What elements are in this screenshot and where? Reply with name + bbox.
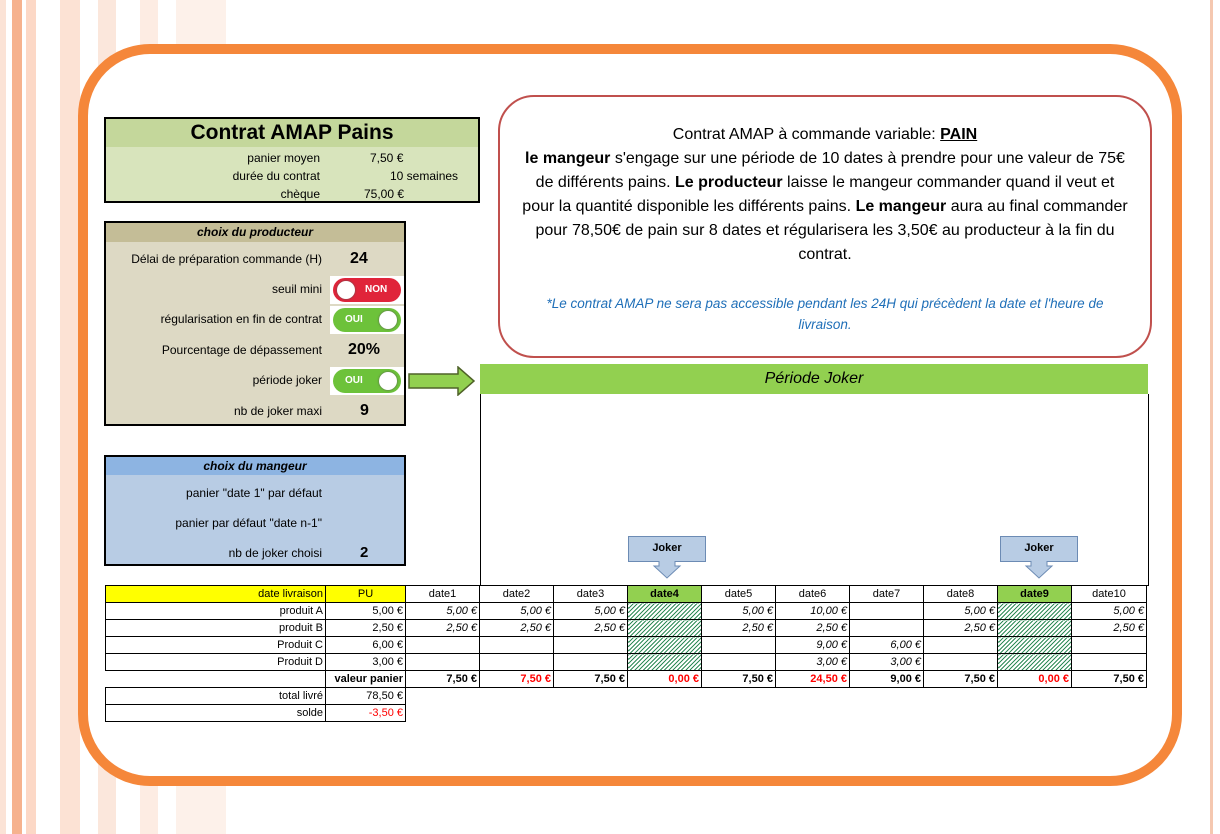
- quantity-cell[interactable]: 5,00 €: [480, 603, 554, 620]
- date-header[interactable]: date8: [924, 586, 998, 603]
- decor-stripe: [0, 0, 6, 834]
- total-livre-row: [106, 688, 1147, 705]
- joker-label: période joker: [252, 373, 322, 387]
- quantity-cell[interactable]: [628, 654, 702, 671]
- joker-row: [106, 367, 404, 393]
- description-text-b: laisse le mangeur commander quand il veut et pour la quantité disponible les différents pains.: [522, 174, 1115, 215]
- empty-cell: [1072, 705, 1147, 722]
- date-header[interactable]: date1: [406, 586, 480, 603]
- total-livre-value: 78,50 €: [326, 688, 406, 705]
- eater-header: choix du mangeur: [106, 457, 404, 475]
- quantity-cell[interactable]: 2,50 €: [776, 620, 850, 637]
- nbjoker-row: [106, 398, 404, 424]
- date-header[interactable]: date3: [554, 586, 628, 603]
- joker-toggle[interactable]: [330, 367, 404, 395]
- joker-period-banner: Période Joker: [480, 364, 1148, 394]
- eater-row-label: nb de joker choisi: [228, 546, 322, 560]
- nbjoker-label: nb de joker maxi: [233, 404, 322, 418]
- toggle-label: OUI: [345, 314, 363, 325]
- joker-callout-label: Joker: [652, 542, 682, 554]
- eater-row: [106, 541, 404, 565]
- eater-choices-panel: [104, 455, 406, 566]
- date-header[interactable]: date4: [628, 586, 702, 603]
- quantity-cell[interactable]: [998, 603, 1072, 620]
- empty-cell: [776, 705, 850, 722]
- quantity-cell[interactable]: 2,50 €: [406, 620, 480, 637]
- decor-stripe: [60, 0, 80, 834]
- quantity-cell[interactable]: [850, 620, 924, 637]
- contract-row: [106, 185, 478, 203]
- description-note: *Le contrat AMAP ne sera pas accessible pendant les 24H qui précèdent la date et l'heure de livraison.: [546, 296, 1104, 332]
- empty-cell: [554, 688, 628, 705]
- toggle-label: OUI: [345, 375, 363, 386]
- product-name: Produit D: [106, 654, 326, 671]
- quantity-cell[interactable]: 2,50 €: [554, 620, 628, 637]
- quantity-cell[interactable]: 5,00 €: [924, 603, 998, 620]
- quantity-cell[interactable]: 5,00 €: [1072, 603, 1147, 620]
- eater-joker-count[interactable]: 2: [360, 544, 369, 561]
- contract-row-value: 75,00 €: [364, 187, 405, 201]
- product-name: produit B: [106, 620, 326, 637]
- description-mangeur2: Le mangeur: [855, 198, 947, 215]
- nbjoker-value[interactable]: 9: [360, 402, 369, 419]
- pct-label: Pourcentage de dépassement: [161, 343, 322, 357]
- joker-callout-label: Joker: [1024, 542, 1054, 554]
- solde-label: solde: [106, 705, 326, 722]
- right-arrow-icon: [408, 366, 476, 396]
- quantity-cell[interactable]: [924, 654, 998, 671]
- quantity-cell[interactable]: [480, 654, 554, 671]
- empty-cell: [106, 671, 326, 688]
- date-header[interactable]: date10: [1072, 586, 1147, 603]
- quantity-cell[interactable]: 9,00 €: [776, 637, 850, 654]
- toggle-label: NON: [365, 284, 388, 295]
- quantity-cell[interactable]: [850, 603, 924, 620]
- total-livre-label: total livré: [106, 688, 326, 705]
- delivery-table: [105, 585, 1147, 722]
- pct-value[interactable]: 20%: [348, 341, 381, 358]
- product-name: produit A: [106, 603, 326, 620]
- empty-cell: [998, 705, 1072, 722]
- contract-row-value: 7,50 €: [370, 151, 404, 165]
- description-text-c: aura au final commander pour 78,50€ de pain sur 8 dates et régularisera les 3,50€ au producteur à la fin du contrat.: [535, 198, 1128, 263]
- basket-total: 7,50 €: [924, 671, 998, 688]
- contract-row-label: chèque: [280, 187, 320, 201]
- description-mangeur: le mangeur: [525, 150, 611, 167]
- solde-value: -3,50 €: [326, 705, 406, 722]
- eater-row-label: panier "date 1" par défaut: [186, 486, 322, 500]
- basket-total: 24,50 €: [776, 671, 850, 688]
- empty-cell: [850, 705, 924, 722]
- basket-total: 7,50 €: [702, 671, 776, 688]
- seuil-toggle[interactable]: [330, 276, 404, 304]
- quantity-cell[interactable]: [628, 603, 702, 620]
- contract-row-label: durée du contrat: [232, 169, 320, 183]
- delay-row: [106, 246, 404, 272]
- quantity-cell[interactable]: 5,00 €: [554, 603, 628, 620]
- producer-choices-panel: [104, 221, 406, 426]
- date-header[interactable]: date5: [702, 586, 776, 603]
- basket-total: 7,50 €: [406, 671, 480, 688]
- quantity-cell[interactable]: [406, 654, 480, 671]
- quantity-cell[interactable]: [998, 654, 1072, 671]
- contract-summary: [104, 117, 480, 203]
- empty-cell: [702, 705, 776, 722]
- toggle-track: [333, 308, 401, 332]
- regul-toggle[interactable]: [330, 306, 404, 334]
- quantity-cell[interactable]: [1072, 654, 1147, 671]
- delay-label: Délai de préparation commande (H): [131, 252, 322, 266]
- empty-cell: [480, 688, 554, 705]
- date-livraison-header: date livraison: [106, 586, 326, 603]
- quantity-cell[interactable]: [702, 637, 776, 654]
- quantity-cell[interactable]: [998, 620, 1072, 637]
- product-price: 5,00 €: [326, 603, 406, 620]
- empty-cell: [628, 705, 702, 722]
- table-row: [106, 603, 1147, 620]
- basket-total: 7,50 €: [1072, 671, 1147, 688]
- table-row: [106, 637, 1147, 654]
- quantity-cell[interactable]: 6,00 €: [850, 637, 924, 654]
- quantity-cell[interactable]: 2,50 €: [924, 620, 998, 637]
- date-header[interactable]: date2: [480, 586, 554, 603]
- table-header-row: [106, 586, 1147, 603]
- regul-label: régularisation en fin de contrat: [160, 312, 322, 326]
- empty-cell: [776, 688, 850, 705]
- basket-total: 9,00 €: [850, 671, 924, 688]
- contract-title: Contrat AMAP Pains: [106, 119, 478, 147]
- empty-cell: [406, 705, 480, 722]
- date-header[interactable]: date9: [998, 586, 1072, 603]
- description-producteur: Le producteur: [675, 174, 783, 191]
- product-price: 3,00 €: [326, 654, 406, 671]
- quantity-cell[interactable]: 2,50 €: [1072, 620, 1147, 637]
- table-row: [106, 654, 1147, 671]
- quantity-cell[interactable]: [998, 637, 1072, 654]
- pct-row: [106, 337, 404, 363]
- quantity-cell[interactable]: [554, 637, 628, 654]
- basket-total: 0,00 €: [628, 671, 702, 688]
- eater-row: [106, 481, 404, 505]
- empty-cell: [850, 688, 924, 705]
- quantity-cell[interactable]: 2,50 €: [480, 620, 554, 637]
- toggle-track: [333, 278, 401, 302]
- description-text-a: s'engage sur une période de 10 dates à prendre pour une valeur de 75€ de différents pains.: [535, 150, 1125, 191]
- quantity-cell[interactable]: [480, 637, 554, 654]
- basket-total: 7,50 €: [554, 671, 628, 688]
- contract-row-value: 10 semaines: [390, 169, 459, 183]
- eater-row-label: panier par défaut "date n-1": [175, 516, 322, 530]
- description-line1: Contrat AMAP à commande variable:: [672, 126, 941, 143]
- seuil-label: seuil mini: [271, 282, 322, 296]
- description-product: PAIN: [940, 126, 978, 143]
- quantity-cell[interactable]: 5,00 €: [406, 603, 480, 620]
- basket-total: 7,50 €: [480, 671, 554, 688]
- contract-row: [106, 149, 478, 167]
- decor-stripe: [26, 0, 36, 834]
- toggle-knob: [379, 311, 397, 329]
- empty-cell: [628, 688, 702, 705]
- decor-stripe: [1210, 0, 1213, 834]
- description-text: [520, 123, 1130, 267]
- valeur-panier-row: [106, 671, 1147, 688]
- empty-cell: [702, 688, 776, 705]
- quantity-cell[interactable]: [554, 654, 628, 671]
- quantity-cell[interactable]: 2,50 €: [702, 620, 776, 637]
- quantity-cell[interactable]: [924, 637, 998, 654]
- seuil-row: [106, 276, 404, 302]
- quantity-cell[interactable]: 5,00 €: [702, 603, 776, 620]
- empty-cell: [998, 688, 1072, 705]
- product-price: 6,00 €: [326, 637, 406, 654]
- date-header[interactable]: date7: [850, 586, 924, 603]
- quantity-cell[interactable]: 3,00 €: [776, 654, 850, 671]
- quantity-cell[interactable]: [628, 620, 702, 637]
- quantity-cell[interactable]: [628, 637, 702, 654]
- contract-description: [498, 95, 1152, 358]
- toggle-knob: [379, 372, 397, 390]
- quantity-cell[interactable]: [406, 637, 480, 654]
- empty-cell: [924, 705, 998, 722]
- empty-cell: [1072, 688, 1147, 705]
- solde-row: [106, 705, 1147, 722]
- empty-cell: [480, 705, 554, 722]
- producer-header: choix du producteur: [106, 223, 404, 242]
- quantity-cell[interactable]: [702, 654, 776, 671]
- table-row: [106, 620, 1147, 637]
- decor-stripe: [12, 0, 22, 834]
- basket-total: 0,00 €: [998, 671, 1072, 688]
- product-price: 2,50 €: [326, 620, 406, 637]
- toggle-knob: [337, 281, 355, 299]
- quantity-cell[interactable]: 10,00 €: [776, 603, 850, 620]
- delay-value[interactable]: 24: [350, 250, 368, 267]
- regul-row: [106, 306, 404, 332]
- toggle-track: [333, 369, 401, 393]
- valeur-panier-label: valeur panier: [326, 671, 406, 688]
- empty-cell: [554, 705, 628, 722]
- contract-row-label: panier moyen: [247, 151, 320, 165]
- empty-cell: [406, 688, 480, 705]
- quantity-cell[interactable]: 3,00 €: [850, 654, 924, 671]
- empty-cell: [924, 688, 998, 705]
- pu-header: PU: [326, 586, 406, 603]
- quantity-cell[interactable]: [1072, 637, 1147, 654]
- date-header[interactable]: date6: [776, 586, 850, 603]
- contract-row: [106, 167, 478, 185]
- product-name: Produit C: [106, 637, 326, 654]
- eater-row: [106, 511, 404, 535]
